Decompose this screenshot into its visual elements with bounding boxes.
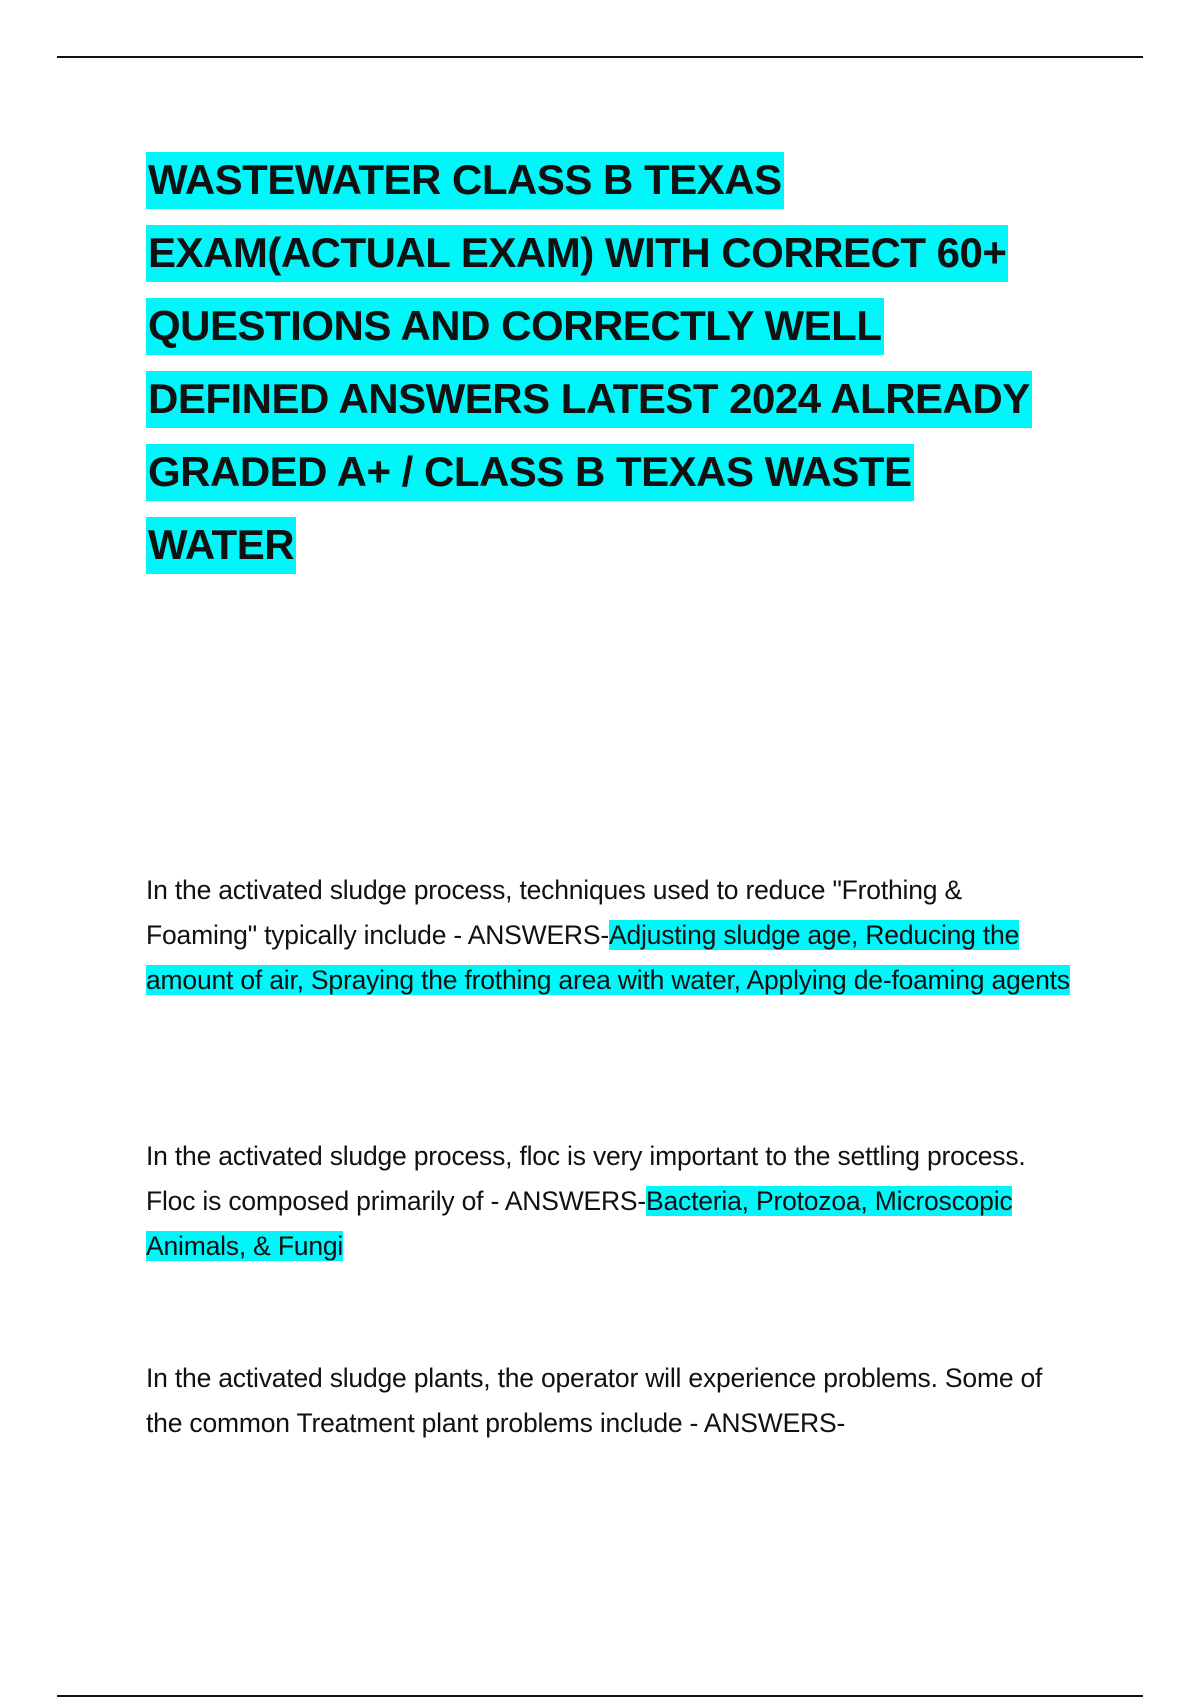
title-line: GRADED A+ / CLASS B TEXAS WASTE <box>146 444 914 501</box>
bottom-divider <box>57 1695 1143 1697</box>
question-text: In the activated sludge process, floc is very important to the settling process. Floc is composed primarily of - ANSWERS- <box>146 1141 1026 1216</box>
title-line: WASTEWATER CLASS B TEXAS <box>146 152 784 209</box>
title-line: EXAM(ACTUAL EXAM) WITH CORRECT 60+ <box>146 225 1008 282</box>
title-line: DEFINED ANSWERS LATEST 2024 ALREADY <box>146 371 1032 428</box>
title-line: WATER <box>146 517 296 574</box>
question-text: In the activated sludge process, techniques used to reduce "Frothing & Foaming" typically include - ANSWERS- <box>146 875 962 950</box>
question-text: In the activated sludge plants, the operator will experience problems. Some of the common Treatment plant problems include - ANSWERS- <box>146 1363 1043 1438</box>
title-line: QUESTIONS AND CORRECTLY WELL <box>146 298 884 355</box>
question-block-2 <box>146 1134 1076 1269</box>
question-block-3 <box>146 1356 1076 1446</box>
question-block-1 <box>146 868 1076 1003</box>
document-title <box>146 143 1096 581</box>
answer-highlight: Adjusting sludge age, Reducing the amount of air, Spraying the frothing area with water, Applying de-foaming agents <box>146 920 1070 995</box>
top-divider <box>57 56 1143 58</box>
answer-highlight: Bacteria, Protozoa, Microscopic Animals, & Fungi <box>146 1186 1013 1261</box>
